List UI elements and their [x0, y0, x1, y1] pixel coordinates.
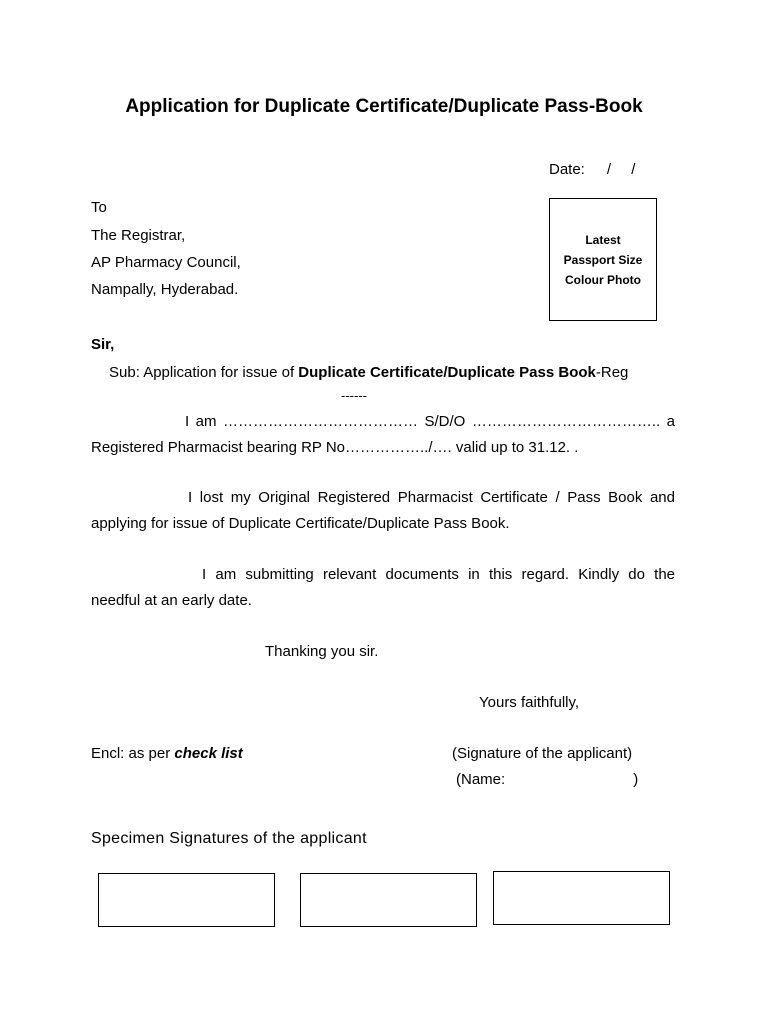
photo-line-1: Latest	[585, 232, 621, 247]
subject-dashes: ------	[341, 388, 367, 403]
enclosure-bold: check list	[174, 745, 243, 762]
signature-box-3[interactable]	[493, 871, 670, 925]
closing-line: Yours faithfully,	[479, 694, 580, 711]
date-label: Date:	[549, 161, 585, 178]
subject-bold: Duplicate Certificate/Duplicate Pass Book	[298, 364, 596, 381]
date-line	[549, 161, 643, 179]
subject-line	[109, 364, 628, 382]
specimen-heading: Specimen Signatures of the applicant	[91, 830, 367, 847]
address-line-1: The Registrar,	[91, 227, 186, 244]
paragraph-3: I am submitting relevant documents in this regard. Kindly do the needful at an early date.	[91, 566, 675, 609]
enclosure-line	[91, 745, 243, 763]
photo-box	[549, 198, 657, 321]
signature-box-2[interactable]	[300, 873, 477, 927]
enclosure-prefix: Encl: as per	[91, 745, 175, 762]
salutation: Sir,	[91, 336, 115, 353]
name-close: )	[633, 771, 639, 788]
address-line-3: Nampally, Hyderabad.	[91, 281, 239, 298]
date-value: / /	[606, 161, 644, 178]
paragraph-2: I lost my Original Registered Pharmacist Certificate / Pass Book and applying for issue of Duplicate Certificate/Duplicate Pass Book.	[91, 489, 675, 532]
photo-line-2: Passport Size	[563, 252, 643, 267]
subject-suffix: -Reg	[595, 364, 629, 381]
address-to: To	[91, 199, 107, 216]
document-title: Application for Duplicate Certificate/Duplicate Pass-Book	[125, 96, 643, 117]
photo-line-3: Colour Photo	[565, 272, 641, 287]
thanks-line: Thanking you sir.	[265, 643, 379, 660]
name-label: (Name:	[456, 771, 506, 788]
signature-box-1[interactable]	[98, 873, 275, 927]
name-line	[456, 771, 638, 789]
address-line-2: AP Pharmacy Council,	[91, 254, 241, 271]
subject-prefix: Sub: Application for issue of	[109, 364, 299, 381]
signature-label: (Signature of the applicant)	[452, 745, 633, 762]
paragraph-1: I am ………………………………… S/D/O ……………………………….. a Registered Pharmacist bearing RP No……………../…. valid up to 31.12. .	[91, 413, 675, 456]
